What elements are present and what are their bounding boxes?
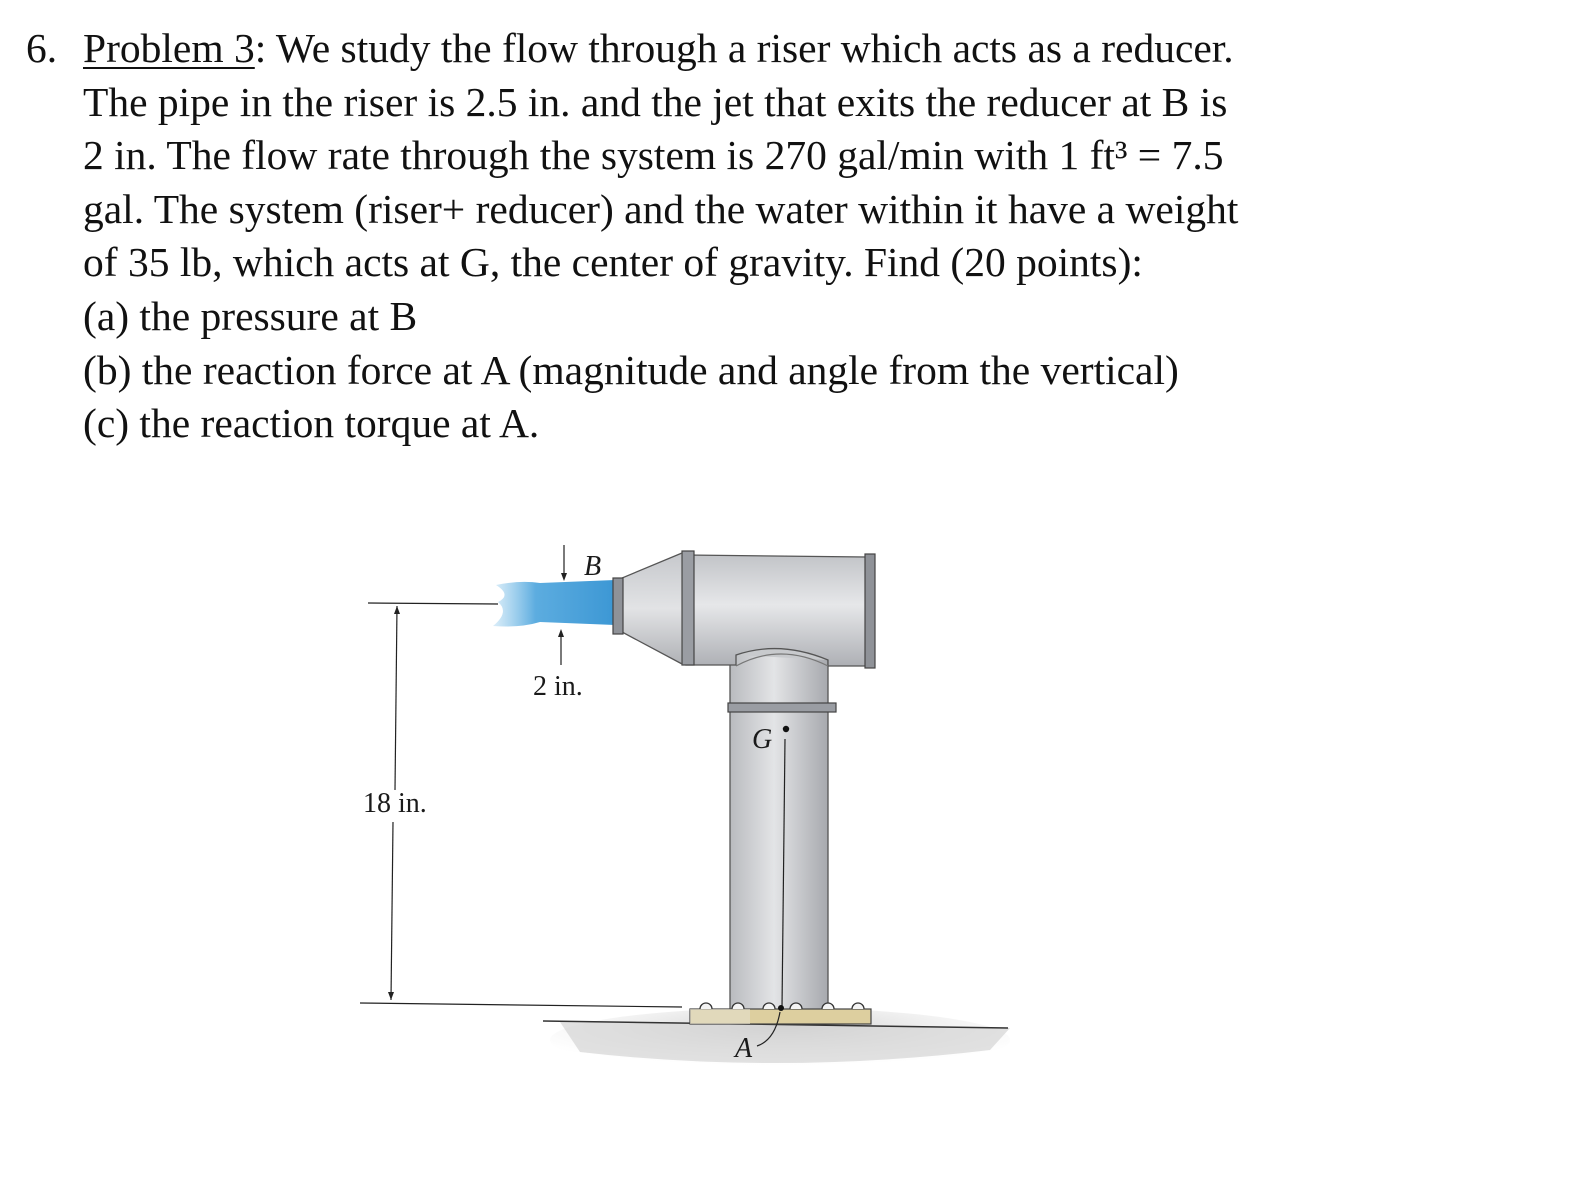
problem-number: 6. [26,25,58,71]
water-jet [493,580,615,627]
riser-flange [728,703,836,712]
problem-title: Problem 3 [83,25,255,71]
problem-text: : We study the flow through a riser which acts as a reducer. [254,25,1234,71]
problem-line-2: The pipe in the riser is 2.5 in. and the jet that exits the reducer at B is [83,78,1228,125]
label-jet-diameter: 2 in. [533,671,583,702]
part-c: (c) the reaction torque at A. [83,400,540,447]
label-b: B [584,551,602,582]
label-a: A [735,1033,753,1064]
part-b: (b) the reaction force at A (magnitude and angle from the vertical) [83,346,1179,393]
label-height: 18 in. [363,788,427,819]
problem-line-4: gal. The system (riser+ reducer) and the water within it have a weight [83,185,1239,232]
reducer-cone [613,553,682,664]
part-a: (a) the pressure at B [83,292,418,339]
problem-line-3: 2 in. The flow rate through the system is 270 gal/min with 1 ft³ = 7.5 [83,132,1224,179]
problem-line-5: of 35 lb, which acts at G, the center of gravity. Find (20 points): [83,239,1143,286]
label-g: G [752,724,773,755]
